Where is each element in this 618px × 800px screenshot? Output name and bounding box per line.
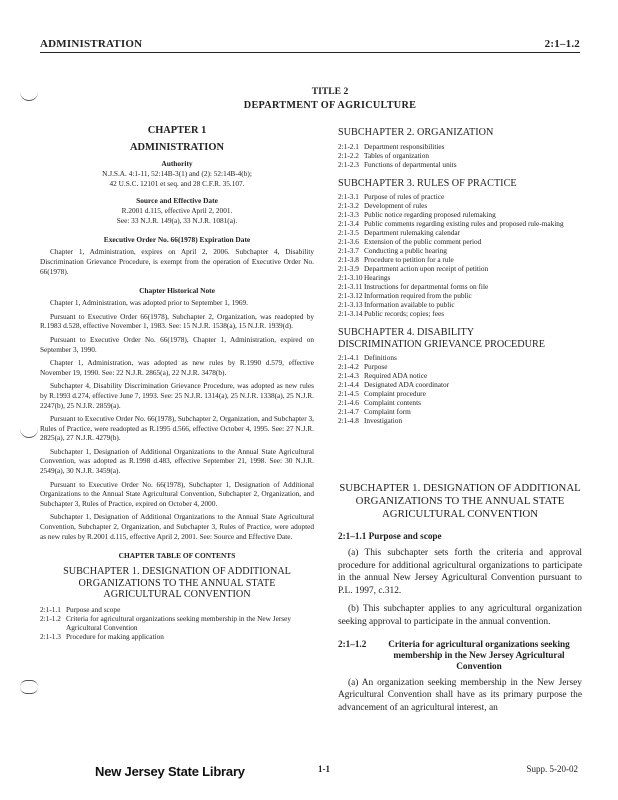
toc-item-title: Criteria for agricultural organizations seeking membership in the New Jersey Agricultural Convention [66, 613, 291, 632]
toc-item-title: Complaint form [364, 407, 411, 416]
toc-item-number: 2:1-4.5 [338, 389, 359, 398]
toc-item-number: 2:1-1.3 [40, 631, 61, 641]
toc-item-title: Public records; copies; fees [364, 309, 445, 318]
historical-note-para: Pursuant to Executive Order No. 66(1978), Subchapter 2, Organization, and Subchapter 3, Rules of Practice, were readopted as R.1995 d.566, effective October 4, 1995. See: 27 N.J.R. 2825(a), 27 N.J.R. 4279(b). [40, 414, 314, 443]
toc-item-number: 2:1-4.7 [338, 407, 359, 416]
section-1-1-para-b: (b) This subchapter applies to any agricultural organization seeking approval to participate in the annual convention. [338, 604, 582, 627]
toc-item[interactable] [338, 416, 580, 425]
toc-item-number: 2:1-3.6 [338, 237, 359, 246]
toc-item-title: Designated ADA coordinator [364, 380, 450, 389]
toc-item[interactable] [338, 309, 580, 318]
toc-subchapter-3-heading: SUBCHAPTER 3. RULES OF PRACTICE [338, 177, 517, 189]
toc-item-title: Development of rules [364, 201, 428, 210]
toc-item[interactable] [338, 210, 580, 219]
running-header-left: ADMINISTRATION [40, 38, 143, 50]
toc-item-title: Extension of the public comment period [364, 237, 482, 246]
left-column [40, 125, 314, 641]
toc-item-title: Complaint procedure [364, 389, 426, 398]
library-stamp: New Jersey State Library [95, 764, 245, 779]
toc-item-number: 2:1-2.1 [338, 141, 359, 151]
toc-item-number: 2:1-1.2 [40, 613, 61, 623]
toc-item-number: 2:1-4.6 [338, 398, 359, 407]
toc-item-number: 2:1-3.10 [338, 273, 363, 282]
toc-item-number: 2:1-3.9 [338, 264, 359, 273]
toc-item-title: Information required from the public [364, 291, 472, 300]
toc-subchapter-1-heading: SUBCHAPTER 1. DESIGNATION OF ADDITIONAL ORGANIZATIONS TO THE ANNUAL STATE AGRICULTURAL CONVENTION [63, 566, 291, 601]
historical-note-para: Pursuant to Executive Order No. 66(1978), Subchapter 1, Designation of Additional Organizations to the Annual State Agricultural Convention, Subchapter 2, Organization, and Subchapter 3, Rules of Practice, expired on October 4, 2000. [40, 479, 314, 508]
toc-subchapter-4-heading: SUBCHAPTER 4. DISABILITY DISCRIMINATION GRIEVANCE PROCEDURE [338, 327, 545, 350]
toc-item[interactable] [40, 632, 314, 641]
toc-subchapter-3-list [338, 192, 580, 318]
toc-item[interactable] [338, 228, 580, 237]
historical-note-para: Chapter 1, Administration, was adopted as new rules by R.1990 d.579, effective November 19, 1990. See: 22 N.J.R. 2865(a), 22 N.J.R. 3478(b). [40, 358, 314, 377]
toc-item-title: Instructions for departmental forms on file [364, 282, 489, 291]
toc-item-title: Department rulemaking calendar [364, 228, 461, 237]
toc-item[interactable] [338, 219, 580, 228]
historical-note-para: Chapter 1, Administration, was adopted prior to September 1, 1969. [50, 298, 248, 308]
toc-item-title: Procedure for making application [66, 631, 164, 641]
toc-item-title: Public comments regarding existing rules and proposed rule-making [364, 219, 564, 228]
toc-subchapter-2-heading: SUBCHAPTER 2. ORGANIZATION [338, 127, 494, 138]
chapter-number: CHAPTER 1 [147, 125, 207, 136]
authority-line: 42 U.S.C. 12101 et seq. and 28 C.F.R. 35.107. [109, 178, 245, 188]
toc-item[interactable] [338, 282, 580, 291]
toc-item[interactable] [40, 605, 314, 614]
toc-item-title: Department action upon receipt of petition [364, 264, 489, 273]
toc-item-number: 2:1-3.5 [338, 228, 359, 237]
toc-item-title: Hearings [364, 273, 391, 282]
toc-item-title: Definitions [364, 353, 397, 362]
toc-item[interactable] [338, 380, 580, 389]
title-number: TITLE 2 [311, 86, 349, 97]
section-1-2-heading-block [338, 639, 582, 672]
toc-item[interactable] [338, 353, 580, 362]
subchapter-1-heading: SUBCHAPTER 1. DESIGNATION OF ADDITIONAL ORGANIZATIONS TO THE ANNUAL STATE AGRICULTURAL CONVENTION [339, 482, 581, 520]
source-heading: Source and Effective Date [136, 196, 218, 206]
toc-item[interactable] [338, 201, 580, 210]
toc-item[interactable] [338, 291, 580, 300]
toc-item[interactable] [338, 389, 580, 398]
toc-item-title: Required ADA notice [364, 371, 428, 380]
section-1-1-para-a: (a) This subchapter sets forth the criteria and approval procedure for additional agricultural organizations to participate in the annual New Jersey Agricultural Convention pursuant to P.L. 1997, c.312. [338, 548, 582, 596]
toc-item[interactable] [40, 614, 314, 632]
binder-hole-mark [20, 680, 38, 694]
running-header-right: 2:1–1.2 [544, 38, 580, 50]
title-name: DEPARTMENT OF AGRICULTURE [243, 100, 417, 111]
toc-item-title: Conducting a public hearing [364, 246, 447, 255]
toc-item-number: 2:1-4.4 [338, 380, 359, 389]
toc-item-number: 2:1-3.3 [338, 210, 359, 219]
toc-item[interactable] [338, 407, 580, 416]
toc-item[interactable] [338, 142, 580, 151]
toc-item-number: 2:1-2.2 [338, 150, 359, 160]
chapter-name: ADMINISTRATION [130, 142, 224, 153]
toc-item[interactable] [338, 273, 580, 282]
toc-heading: CHAPTER TABLE OF CONTENTS [118, 551, 236, 561]
toc-item-number: 2:1-3.8 [338, 255, 359, 264]
toc-item-title: Tables of organization [364, 150, 430, 160]
toc-item-title: Purpose of rules of practice [364, 192, 445, 201]
page-number: 1-1 [318, 764, 330, 774]
binder-hole-mark [20, 425, 38, 438]
toc-item[interactable] [338, 362, 580, 371]
toc-item-number: 2:1-4.8 [338, 416, 359, 425]
toc-item-number: 2:1-3.11 [338, 282, 363, 291]
toc-item[interactable] [338, 246, 580, 255]
toc-item-title: Investigation [364, 416, 403, 425]
right-column [338, 127, 580, 425]
binder-hole-mark [20, 88, 38, 101]
toc-item[interactable] [338, 237, 580, 246]
section-1-2-para-a: (a) An organization seeking membership in the New Jersey Agricultural Convention shall have as its primary purpose the advancement of an agricultural interest, an [338, 677, 582, 713]
toc-item-title: Information available to public [364, 300, 455, 309]
toc-item[interactable] [338, 160, 580, 169]
toc-item[interactable] [338, 398, 580, 407]
toc-item-number: 2:1-3.1 [338, 192, 359, 201]
toc-item[interactable] [338, 300, 580, 309]
section-1-2-number: 2:1–1.2 [338, 638, 367, 649]
toc-item-title: Purpose and scope [66, 604, 121, 614]
toc-item-number: 2:1-4.3 [338, 371, 359, 380]
supplement-date: Supp. 5-20-02 [526, 764, 578, 774]
historical-note-para: Subchapter 4, Disability Discrimination Grievance Procedure, was adopted as new rules by R.1993 d.274, effective June 7, 1993. See: 25 N.J.R. 1314(a), 25 N.J.R. 1338(a), 25 N.J.R. 2247(b), 25 N.J.R. 2859(a). [40, 381, 314, 410]
toc-item-title: Public notice regarding proposed rulemaking [364, 210, 496, 219]
toc-item[interactable] [338, 151, 580, 160]
authority-line: N.J.S.A. 4:1-11, 52:14B-3(1) and (2): 52:14B-4(b); [102, 169, 252, 178]
toc-subchapter-1-list [40, 605, 314, 641]
exec-order-heading: Executive Order No. 66(1978) Expiration Date [103, 235, 251, 245]
toc-item-number: 2:1-2.3 [338, 159, 359, 169]
historical-note-heading: Chapter Historical Note [139, 286, 215, 296]
historical-note-para: Subchapter 1, Designation of Additional Organizations to the Annual State Agricultural Convention, was adopted as R.1998 d.483, effective September 21, 1998. See: 30 N.J.R. 2549(a), 30 N.J.R. 3459(a). [40, 446, 314, 476]
toc-item[interactable] [338, 264, 580, 273]
toc-subchapter-2-list [338, 142, 580, 169]
toc-item-title: Purpose [364, 362, 388, 371]
toc-item-number: 2:1-3.4 [338, 219, 359, 228]
subchapter-1-body [338, 482, 582, 714]
toc-item-number: 2:1-1.1 [40, 604, 61, 614]
source-line: R.2001 d.115, effective April 2, 2001. [121, 206, 233, 216]
toc-item[interactable] [338, 371, 580, 380]
historical-note-para: Subchapter 1, Designation of Additional Organizations to the Annual State Agricultural Convention, Subchapter 2, Organization, and Subchapter 3, Rules of Practice, were adopted as new rules by R.2001 d.115, effective April 2, 2001. See: Source and Effective Date. [40, 512, 314, 541]
source-line: See: 33 N.J.R. 149(a), 33 N.J.R. 1081(a). [116, 215, 238, 225]
section-1-2-heading: Criteria for agricultural organizations seeking membership in the New Jersey Agricultural Convention [388, 638, 570, 671]
toc-item[interactable] [338, 192, 580, 201]
authority-heading: Authority [161, 159, 193, 168]
historical-note-para: Pursuant to Executive Order No. 66(1978), Chapter 1, Administration, expired on September 3, 1990. [40, 334, 314, 354]
toc-subchapter-4-list [338, 353, 580, 425]
toc-item-number: 2:1-3.13 [338, 300, 363, 309]
toc-item-title: Department responsibilities [364, 141, 445, 151]
toc-item-number: 2:1-3.2 [338, 201, 359, 210]
toc-item-title: Procedure to petition for a rule [364, 255, 454, 264]
historical-note-para: Pursuant to Executive Order 66(1978), Subchapter 2, Organization, was readopted by R.1983 d.528, effective November 1, 1983. See: 15 N.J.R. 1538(a), 15 N.J.R. 1939(d). [40, 311, 314, 331]
header-rule [40, 52, 580, 53]
toc-item-number: 2:1-4.2 [338, 362, 359, 371]
toc-item-number: 2:1-3.7 [338, 246, 359, 255]
toc-item-title: Functions of departmental units [364, 159, 457, 169]
toc-item-title: Complaint contents [364, 398, 421, 407]
toc-item-number: 2:1-4.1 [338, 353, 359, 362]
toc-item[interactable] [338, 255, 580, 264]
section-1-1-heading: 2:1–1.1 Purpose and scope [338, 531, 442, 541]
exec-order-text: Chapter 1, Administration, expires on April 2, 2006. Subchapter 4, Disability Discrimination Grievance Procedure, is exempt from the operation of Executive Order No. 66(1978). [40, 247, 314, 276]
toc-item-number: 2:1-3.14 [338, 309, 363, 318]
toc-item-number: 2:1-3.12 [338, 291, 363, 300]
